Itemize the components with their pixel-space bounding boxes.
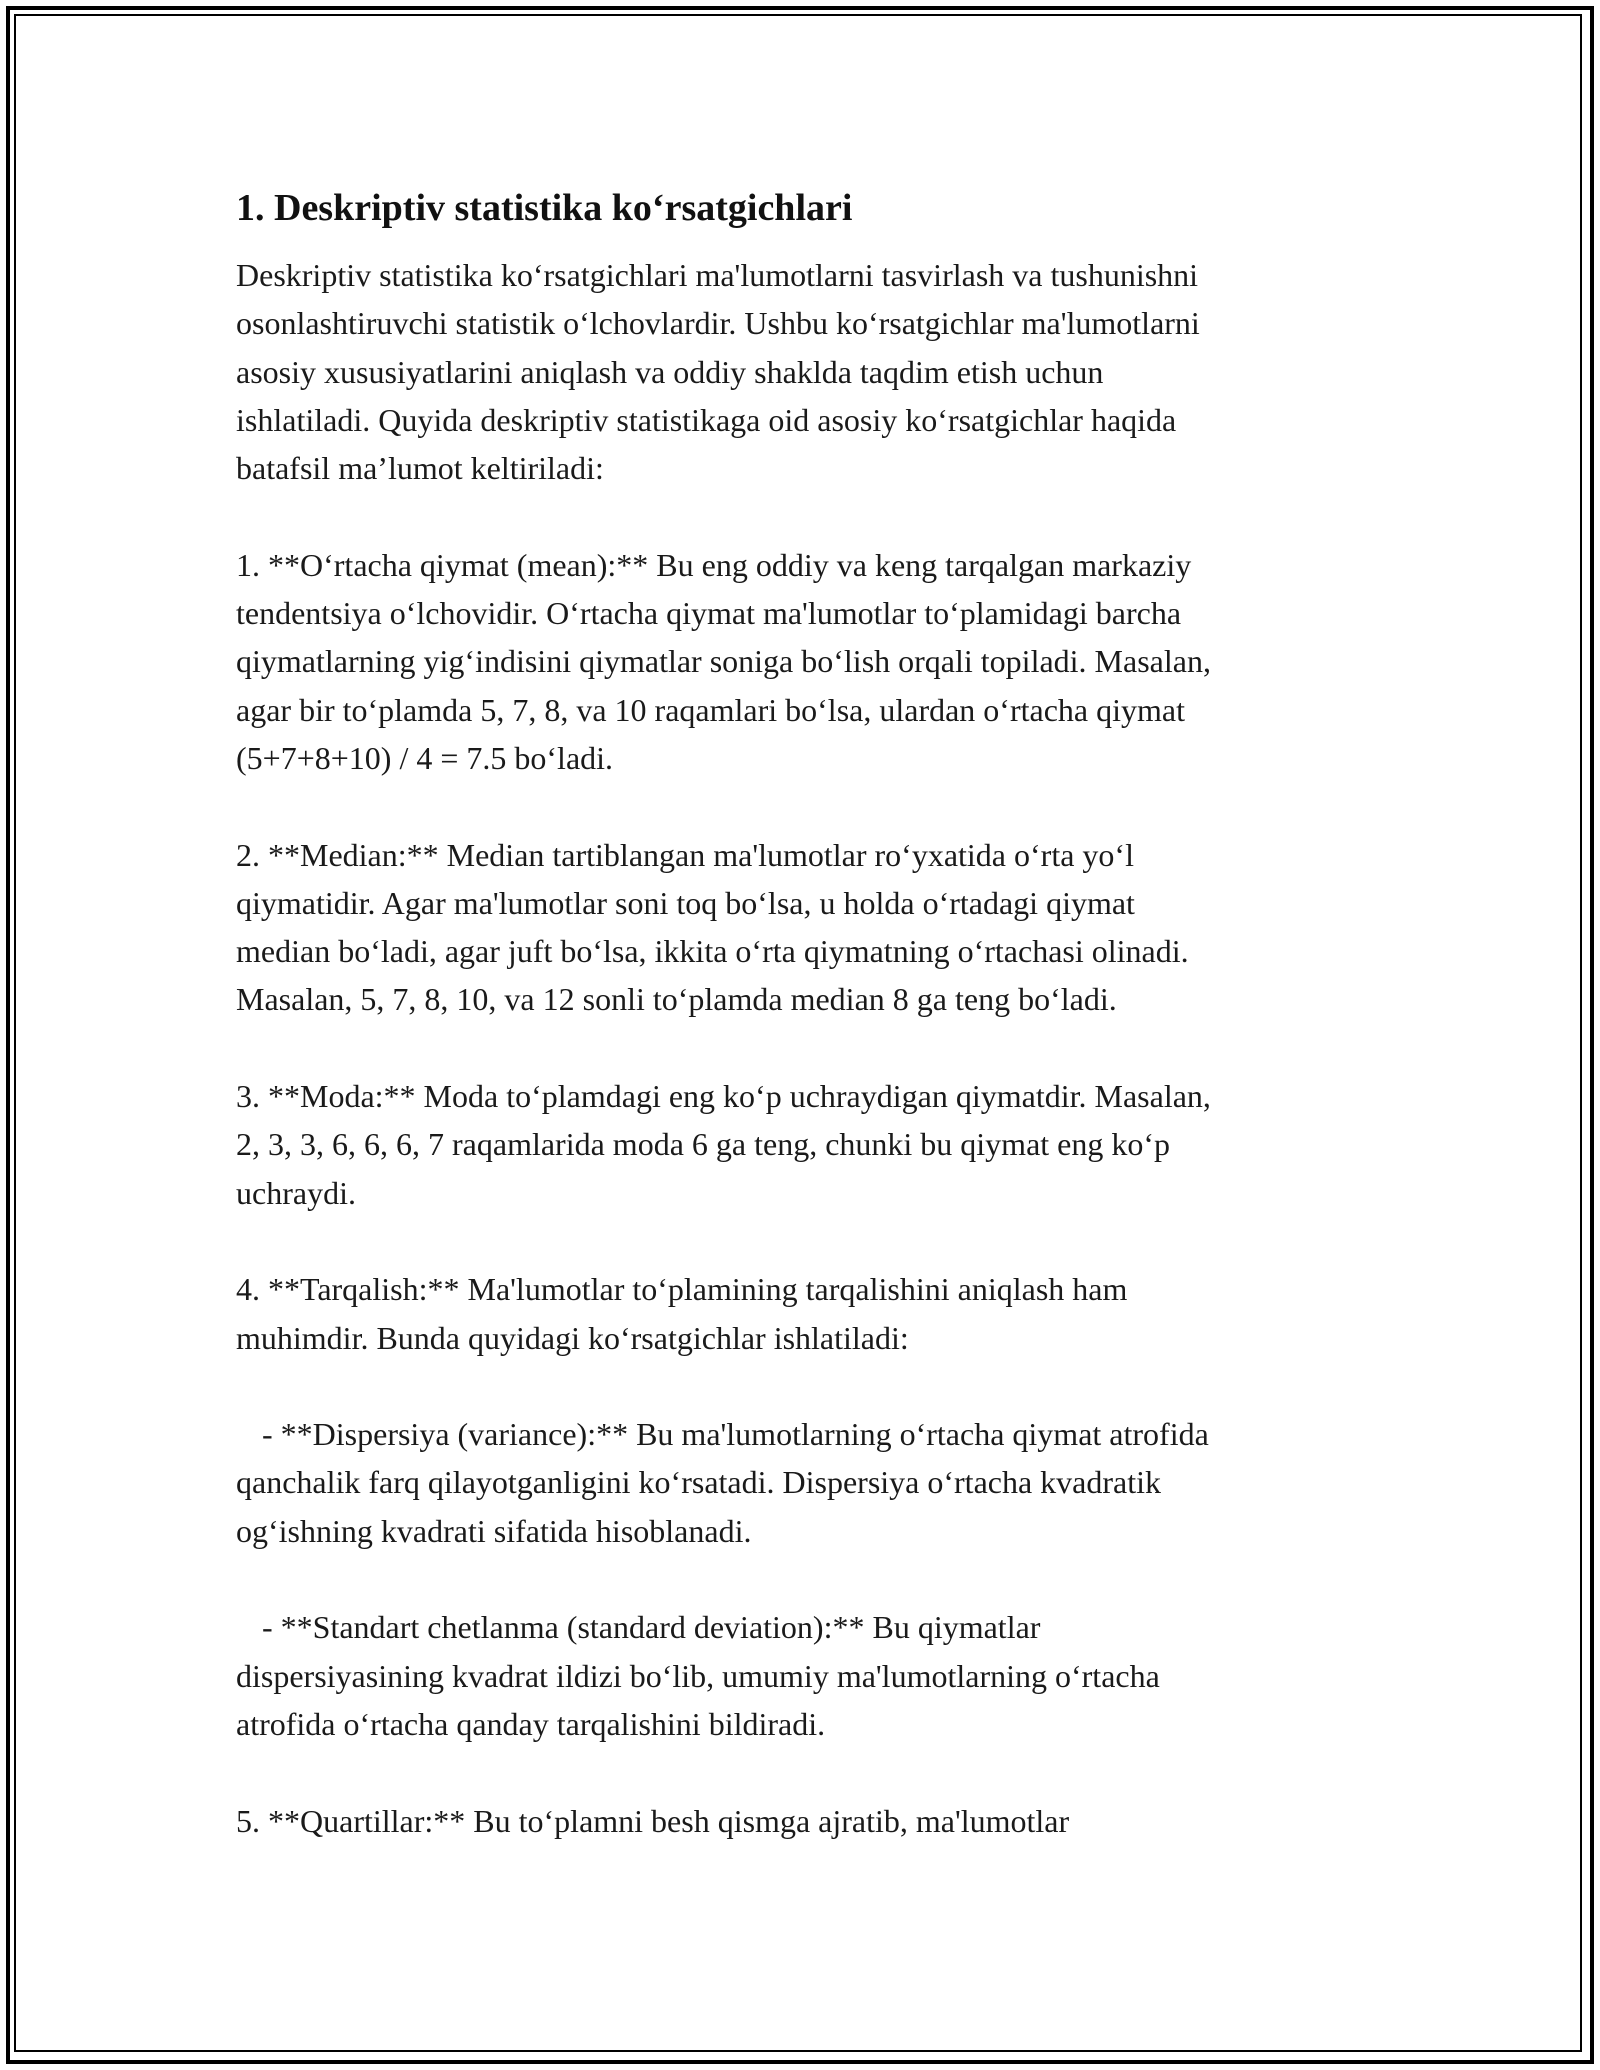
paragraph-line: 2. **Median:** Median tartiblangan ma'lumotlar ro‘yxatida o‘rta yo‘l bbox=[236, 836, 1134, 873]
paragraph-line: batafsil ma’lumot keltiriladi: bbox=[236, 450, 604, 487]
paragraph bbox=[236, 1072, 1386, 1217]
paragraph-line: uchraydi. bbox=[236, 1174, 356, 1211]
paragraph bbox=[236, 1603, 1386, 1748]
paragraph bbox=[236, 251, 1386, 492]
section-heading: 1. Deskriptiv statistika ko‘rsatgichlari bbox=[236, 187, 853, 229]
paragraph-line: osonlashtiruvchi statistik o‘lchovlardir. Ushbu ko‘rsatgichlar ma'lumotlarni bbox=[236, 305, 1200, 342]
paragraph-line: 1. **O‘rtacha qiymat (mean):** Bu eng oddiy va keng tarqalgan markaziy bbox=[236, 546, 1192, 583]
paragraph-line: qanchalik farq qilayotganligini ko‘rsatadi. Dispersiya o‘rtacha kvadratik bbox=[236, 1464, 1162, 1501]
paragraph-line: og‘ishning kvadrati sifatida hisoblanadi. bbox=[236, 1512, 752, 1549]
paragraph-line: ishlatiladi. Quyida deskriptiv statistikaga oid asosiy ko‘rsatgichlar haqida bbox=[236, 401, 1177, 438]
paragraph-line: 3. **Moda:** Moda to‘plamdagi eng ko‘p uchraydigan qiymatdir. Masalan, bbox=[236, 1078, 1211, 1115]
document-body bbox=[236, 185, 1386, 1893]
paragraph-line: median bo‘ladi, agar juft bo‘lsa, ikkita o‘rta qiymatning o‘rtachasi olinadi. bbox=[236, 933, 1189, 970]
paragraph-line: qiymatidir. Agar ma'lumotlar soni toq bo‘lsa, u holda o‘rtadagi qiymat bbox=[236, 884, 1135, 921]
paragraph bbox=[236, 541, 1386, 782]
paragraph-line: (5+7+8+10) / 4 = 7.5 bo‘ladi. bbox=[236, 739, 614, 776]
paragraph-line: 2, 3, 3, 6, 6, 6, 7 raqamlarida moda 6 ga teng, chunki bu qiymat eng ko‘p bbox=[236, 1126, 1171, 1163]
paragraph bbox=[236, 1410, 1386, 1555]
paragraph-line: agar bir to‘plamda 5, 7, 8, va 10 raqamlari bo‘lsa, ulardan o‘rtacha qiymat bbox=[236, 691, 1185, 728]
paragraph-line: - **Dispersiya (variance):** Bu ma'lumotlarning o‘rtacha qiymat atrofida bbox=[262, 1416, 1209, 1453]
paragraph bbox=[236, 831, 1386, 1024]
paragraph-line: 5. **Quartillar:** Bu to‘plamni besh qismga ajratib, ma'lumotlar bbox=[236, 1802, 1070, 1839]
paragraph-line: - **Standart chetlanma (standard deviation):** Bu qiymatlar bbox=[262, 1609, 1041, 1646]
paragraph bbox=[236, 1265, 1386, 1362]
paragraph-line: Deskriptiv statistika ko‘rsatgichlari ma'lumotlarni tasvirlash va tushunishni bbox=[236, 257, 1199, 293]
paragraph-line: tendentsiya o‘lchovidir. O‘rtacha qiymat ma'lumotlar to‘plamidagi barcha bbox=[236, 595, 1182, 632]
paragraph-line: muhimdir. Bunda quyidagi ko‘rsatgichlar ishlatiladi: bbox=[236, 1319, 909, 1356]
paragraph-line: Masalan, 5, 7, 8, 10, va 12 sonli to‘plamda median 8 ga teng bo‘ladi. bbox=[236, 981, 1117, 1018]
paragraph-line: asosiy xususiyatlarini aniqlash va oddiy shaklda taqdim etish uchun bbox=[236, 353, 1104, 390]
paragraph-line: dispersiyasining kvadrat ildizi bo‘lib, umumiy ma'lumotlarning o‘rtacha bbox=[236, 1657, 1160, 1694]
paragraph-line: atrofida o‘rtacha qanday tarqalishini bildiradi. bbox=[236, 1705, 826, 1742]
paragraph-line: 4. **Tarqalish:** Ma'lumotlar to‘plamining tarqalishini aniqlash ham bbox=[236, 1271, 1128, 1308]
paragraph-list bbox=[236, 251, 1386, 1845]
paragraph bbox=[236, 1797, 1386, 1845]
paragraph-line: qiymatlarning yig‘indisini qiymatlar soniga bo‘lish orqali topiladi. Masalan, bbox=[236, 643, 1211, 680]
